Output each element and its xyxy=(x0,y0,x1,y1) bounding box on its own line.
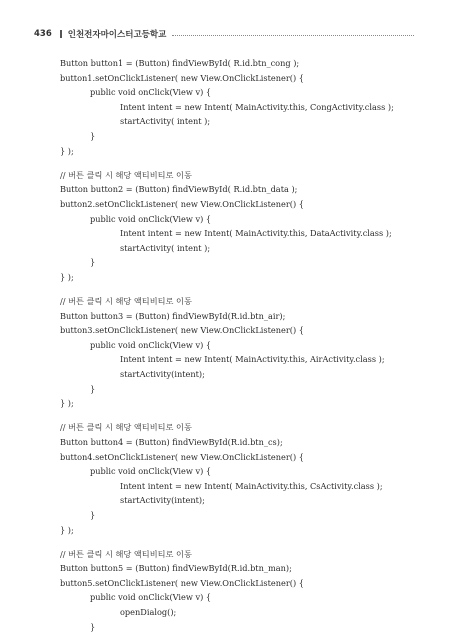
page-number: 436 xyxy=(34,29,52,39)
code-line: Intent intent = new Intent( MainActivity.this, AirActivity.class ); xyxy=(120,354,385,365)
code-line: public void onClick(View v) { xyxy=(90,213,212,224)
page-header xyxy=(34,27,414,41)
code-line: Button button5 = (Button) findViewById(R.id.btn_man); xyxy=(60,563,292,574)
code-line: button5.setOnClickListener( new View.OnClickListener() { xyxy=(60,577,304,588)
code-line: Button button4 = (Button) findViewById(R.id.btn_cs); xyxy=(60,436,283,447)
header-dotted-rule xyxy=(172,35,414,36)
code-line: } ); xyxy=(60,271,74,282)
code-line: Intent intent = new Intent( MainActivity.this, DataActivity.class ); xyxy=(120,228,392,239)
code-line: button4.setOnClickListener( new View.OnClickListener() { xyxy=(60,451,304,462)
code-line: } xyxy=(90,621,96,632)
code-line: startActivity(intent); xyxy=(120,495,205,506)
code-line: public void onClick(View v) { xyxy=(90,87,212,98)
code-line: public void onClick(View v) { xyxy=(90,466,212,477)
code-line: Intent intent = new Intent( MainActivity.this, CongActivity.class ); xyxy=(120,101,394,112)
school-name: 인천전자마이스터고등학교 xyxy=(67,30,167,40)
code-line: } xyxy=(90,383,96,394)
code-line: startActivity( intent ); xyxy=(120,116,211,127)
code-line: } xyxy=(90,509,96,520)
code-line: button1.setOnClickListener( new View.OnClickListener() { xyxy=(60,72,304,83)
code-line: } ); xyxy=(60,398,74,409)
code-line: Intent intent = new Intent( MainActivity.this, CsActivity.class ); xyxy=(120,480,383,491)
code-line: Button button2 = (Button) findViewById( R.id.btn_data ); xyxy=(60,184,298,195)
code-comment-line: // 버튼 클릭 시 해당 액티비티로 이동 xyxy=(60,548,192,559)
code-line: Button button1 = (Button) findViewById( R.id.btn_cong ); xyxy=(60,58,300,68)
code-comment-line: // 버튼 클릭 시 해당 액티비티로 이동 xyxy=(60,422,192,433)
code-line: public void onClick(View v) { xyxy=(90,339,212,350)
code-line: Button button3 = (Button) findViewById(R.id.btn_air); xyxy=(60,310,286,321)
code-line: } xyxy=(90,257,96,268)
code-line: startActivity( intent ); xyxy=(120,242,211,253)
code-comment-line: // 버튼 클릭 시 해당 액티비티로 이동 xyxy=(60,296,192,306)
code-line: public void onClick(View v) { xyxy=(90,592,212,603)
code-line: } ); xyxy=(60,524,74,535)
code-line: button3.setOnClickListener( new View.OnClickListener() { xyxy=(60,325,304,336)
header-divider xyxy=(60,30,62,38)
code-line: startActivity(intent); xyxy=(120,369,205,379)
code-line: button2.setOnClickListener( new View.OnClickListener() { xyxy=(60,198,304,209)
code-comment-line: // 버튼 클릭 시 해당 액티비티로 이동 xyxy=(60,169,192,180)
code-line: openDialog(); xyxy=(120,607,177,617)
code-line: } ); xyxy=(60,145,74,156)
code-line: } xyxy=(90,131,96,141)
